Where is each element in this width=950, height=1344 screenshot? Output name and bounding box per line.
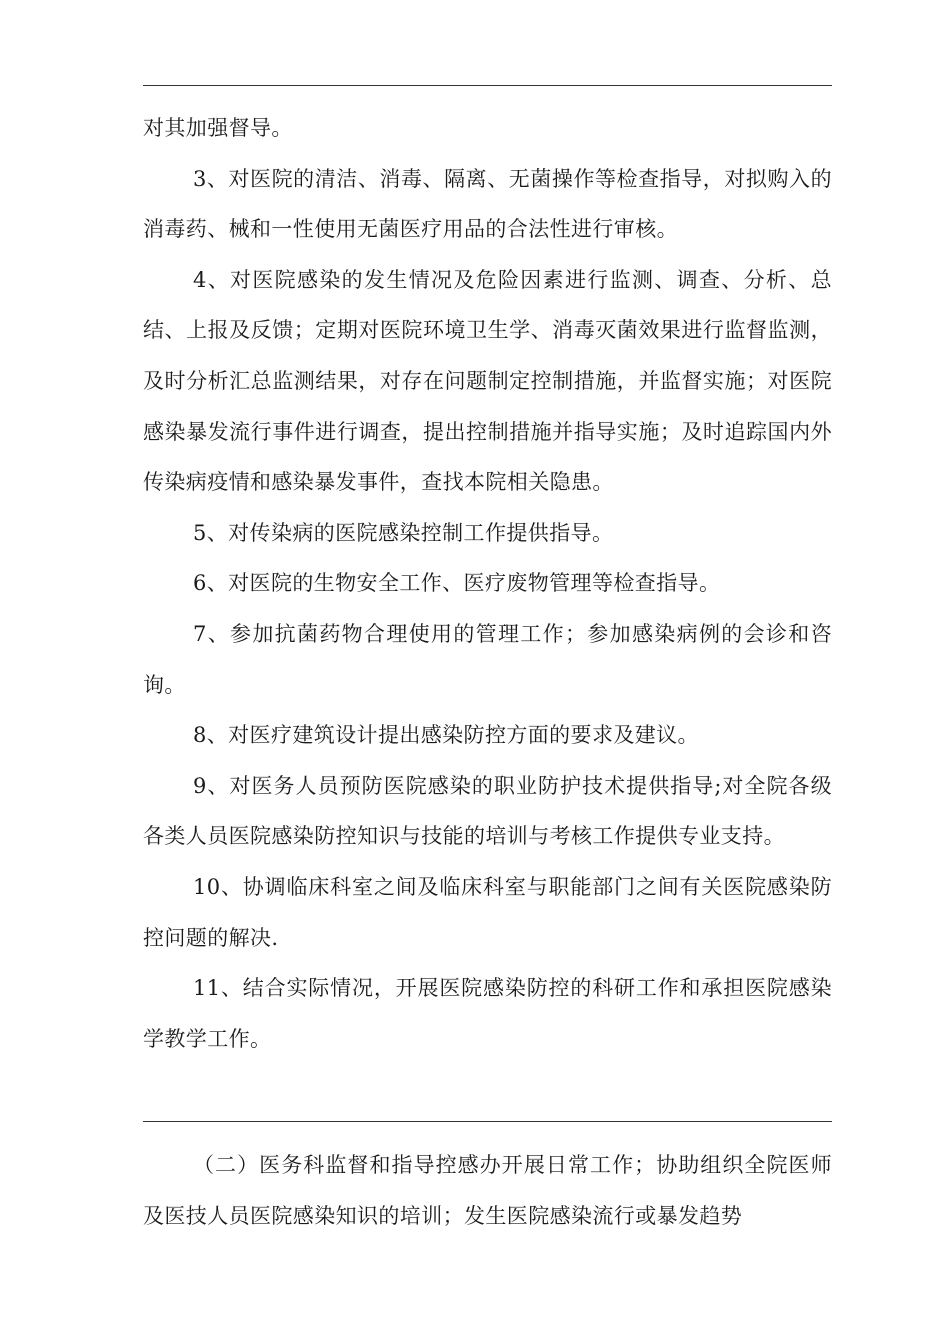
paragraph-item-11: 11、结合实际情况，开展医院感染防控的科研工作和承担医院感染学教学工作。 bbox=[143, 976, 832, 1051]
paragraph-item-3: 3、对医院的清洁、消毒、隔离、无菌操作等检查指导，对拟购入的消毒药、械和一性使用无菌医疗用品的合法性进行审核。 bbox=[143, 166, 832, 242]
paragraph-item-6: 6、对医院的生物安全工作、医疗废物管理等检查指导。 bbox=[193, 571, 721, 596]
paragraph-item-7: 7、参加抗菌药物合理使用的管理工作；参加感染病例的会诊和咨询。 bbox=[143, 621, 832, 697]
document-body bbox=[143, 103, 832, 1064]
paragraph-continuation: 对其加强督导。 bbox=[143, 116, 293, 140]
paragraph-item-5: 5、对传染病的医院感染控制工作提供指导。 bbox=[193, 520, 614, 545]
paragraph-item-10: 10、协调临床科室之间及临床科室与职能部门之间有关医院感染防控问题的解决. bbox=[143, 874, 832, 950]
section-two-body bbox=[143, 1140, 832, 1241]
top-divider bbox=[143, 85, 832, 86]
paragraph-item-9: 9、对医务人员预防医院感染的职业防护技术提供指导;对全院各级各类人员医院感染防控知识与技能的培训与考核工作提供专业支持。 bbox=[143, 773, 832, 849]
paragraph-item-8: 8、对医疗建筑设计提出感染防控方面的要求及建议。 bbox=[193, 723, 699, 748]
paragraph-section-two: （二）医务科监督和指导控感办开展日常工作；协助组织全院医师及医技人员医院感染知识的培训；发生医院感染流行或暴发趋势 bbox=[143, 1153, 832, 1228]
paragraph-item-4: 4、对医院感染的发生情况及危险因素进行监测、调查、分析、总结、上报及反馈；定期对医院环境卫生学、消毒灭菌效果进行监督监测，及时分析汇总监测结果，对存在问题制定控制措施，并监督实施；对医院感染暴发流行事件进行调查，提出控制措施并指导实施；及时追踪国内外传染病疫情和感染暴发事件，查找本院相关隐患。 bbox=[143, 267, 832, 495]
section-divider bbox=[143, 1121, 832, 1122]
